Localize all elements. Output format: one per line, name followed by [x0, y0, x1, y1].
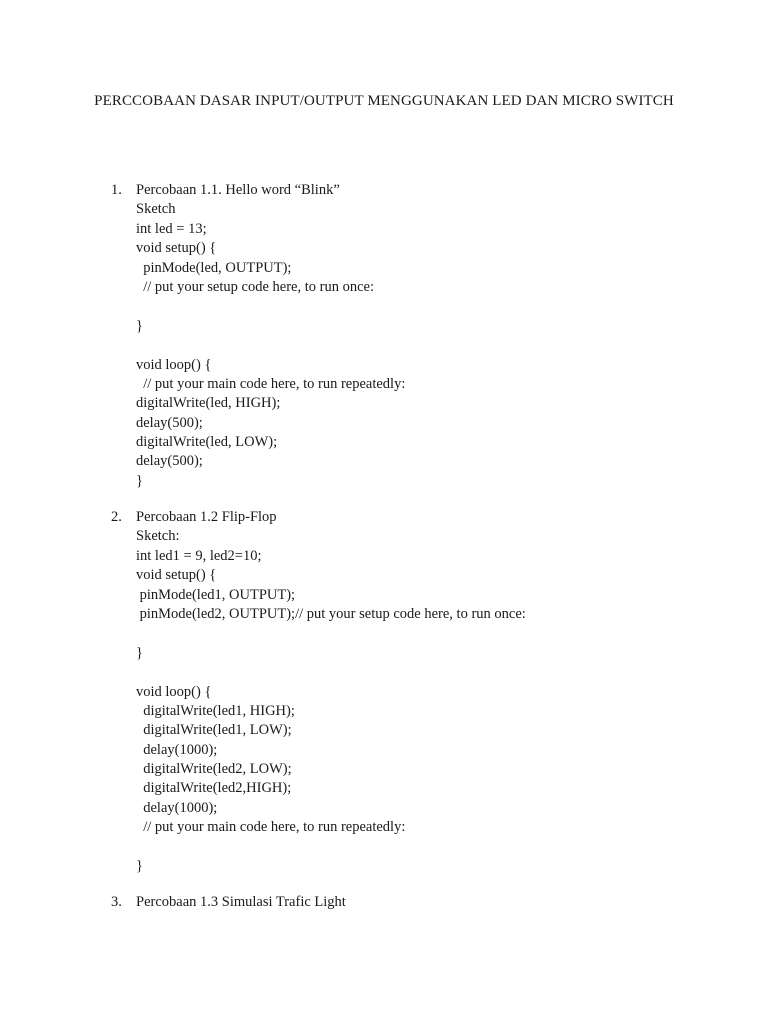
- section-heading: Percobaan 1.3 Simulasi Trafic Light: [136, 894, 346, 910]
- code-line: void setup() {: [136, 567, 217, 584]
- code-line: pinMode(led1, OUTPUT);: [136, 586, 296, 603]
- blank-line: [136, 663, 526, 682]
- code-line: digitalWrite(led, LOW);: [136, 434, 278, 451]
- code-line: }: [136, 858, 143, 875]
- section-number: 1.: [111, 182, 122, 198]
- code-line: Sketch:: [136, 528, 180, 545]
- code-line: int led = 13;: [136, 220, 207, 237]
- section-heading: Percobaan 1.2 Flip-Flop: [136, 509, 277, 525]
- code-line: // put your main code here, to run repeatedly:: [136, 375, 406, 392]
- blank-line: [136, 838, 526, 857]
- blank-line: [136, 297, 405, 316]
- code-line: pinMode(led2, OUTPUT);// put your setup code here, to run once:: [136, 605, 526, 622]
- code-line: void loop() {: [136, 683, 212, 700]
- code-line: Sketch: [136, 201, 176, 218]
- code-block: [136, 200, 405, 491]
- document-title: PERCCOBAAN DASAR INPUT/OUTPUT MENGGUNAKAN LED DAN MICRO SWITCH: [94, 93, 674, 109]
- code-line: void loop() {: [136, 356, 212, 373]
- section-heading: Percobaan 1.1. Hello word “Blink”: [136, 182, 340, 198]
- code-line: // put your main code here, to run repeatedly:: [136, 819, 406, 836]
- code-line: digitalWrite(led, HIGH);: [136, 395, 281, 412]
- code-line: }: [136, 472, 143, 489]
- code-line: int led1 = 9, led2=10;: [136, 547, 262, 564]
- code-line: delay(500);: [136, 453, 203, 470]
- code-line: digitalWrite(led2,HIGH);: [136, 780, 292, 797]
- code-line: delay(500);: [136, 414, 203, 431]
- section-number: 2.: [111, 509, 122, 525]
- code-line: }: [136, 644, 143, 661]
- blank-line: [136, 624, 526, 643]
- section-number: 3.: [111, 894, 122, 910]
- code-block: [136, 527, 526, 876]
- code-line: digitalWrite(led1, LOW);: [136, 722, 292, 739]
- code-line: delay(1000);: [136, 799, 218, 816]
- code-line: pinMode(led, OUTPUT);: [136, 259, 292, 276]
- code-line: delay(1000);: [136, 741, 218, 758]
- code-line: void setup() {: [136, 240, 217, 257]
- code-line: }: [136, 317, 143, 334]
- code-line: digitalWrite(led2, LOW);: [136, 761, 292, 778]
- code-line: digitalWrite(led1, HIGH);: [136, 702, 295, 719]
- blank-line: [136, 336, 405, 355]
- code-line: // put your setup code here, to run once:: [136, 278, 374, 295]
